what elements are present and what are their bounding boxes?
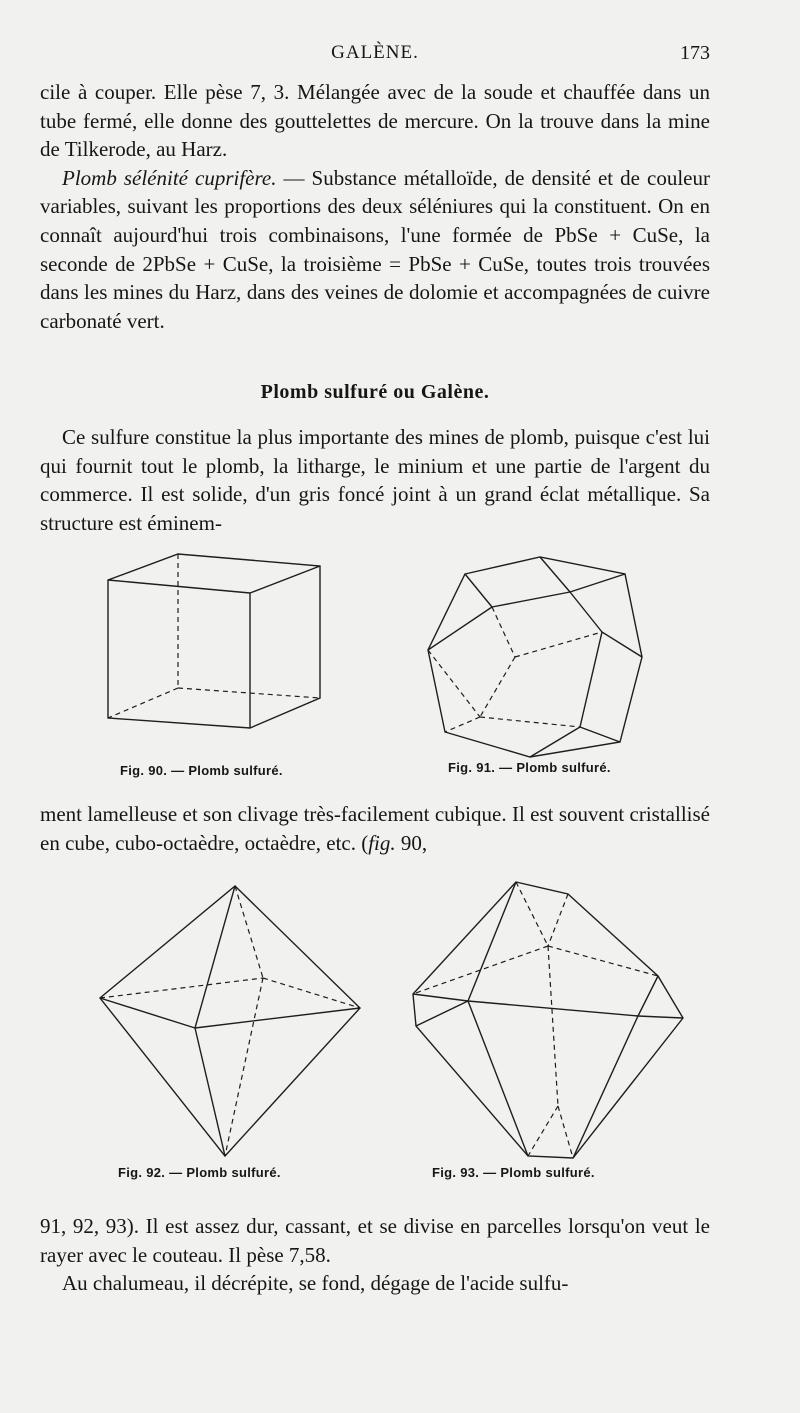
figure-93-truncated-octahedron [408,876,688,1166]
figure-91-caption: Fig. 91. — Plomb sulfuré. [448,760,611,775]
paragraph-4-body: ment lamelleuse et son clivage très-facilement cubique. Il est souvent cristallisé en cube, cubo-octaèdre, octaèdre, etc. ( [40,802,710,855]
section-title: Plomb sulfuré ou Galène. [260,381,490,403]
figure-92-octahedron [95,878,365,1168]
paragraph-2-lead: Plomb sélénité cuprifère. [62,165,277,190]
paragraph-5: 91, 92, 93). Il est assez dur, cassant, et se divise en parcelles lorsqu'on veut le rayer avec le couteau. Il pèse 7,58. [40,1214,710,1267]
figure-90-caption: Fig. 90. — Plomb sulfuré. [120,763,283,778]
page-header [40,40,710,70]
paragraph-1: cile à couper. Elle pèse 7, 3. Mélangée avec de la soude et chauffée dans un tube fermé, elle donne des gouttelettes de mercure. On la trouve dans la mine de Tilkerode, au Harz. [40,80,710,162]
paragraph-4 [40,800,710,857]
figure-90-cube [100,548,340,758]
figure-91-cubo-octahedron [420,552,660,762]
paragraph-6: Au chalumeau, il décrépite, se fond, dégage de l'acide sulfu- [62,1271,569,1296]
page-number: 173 [680,42,710,64]
text-block-bottom [40,1212,710,1298]
text-block-middle [40,423,710,537]
running-title: GALÈNE. [331,42,419,63]
paragraph-3: Ce sulfure constitue la plus importante des mines de plomb, puisque c'est lui qui fournit tout le plomb, la litharge, le minium et une partie de l'argent du commerce. Il est solide, d'un gris foncé joint à un grand éclat métallique. Sa structure est éminem- [40,425,710,535]
paragraph-4-after: 90, [395,830,428,855]
paragraph-4-fig: fig. [368,830,396,855]
figure-93-caption: Fig. 93. — Plomb sulfuré. [432,1165,595,1180]
text-block-top [40,78,710,335]
figure-92-caption: Fig. 92. — Plomb sulfuré. [118,1165,281,1180]
paragraph-2 [40,164,710,336]
text-block-lower [40,800,710,857]
paragraph-2-body: — Substance métalloïde, de densité et de couleur variables, suivant les proportions des deux séléniures qui la constituent. On en connaît aujourd'hui trois combinaisons, l'une formée de PbSe + CuSe, la seconde de 2PbSe + CuSe, la troisième = PbSe + CuSe, toutes trois trouvées dans les mines du Harz, dans des veines de dolomie et accompagnées de cuivre carbonaté vert. [40,165,710,333]
